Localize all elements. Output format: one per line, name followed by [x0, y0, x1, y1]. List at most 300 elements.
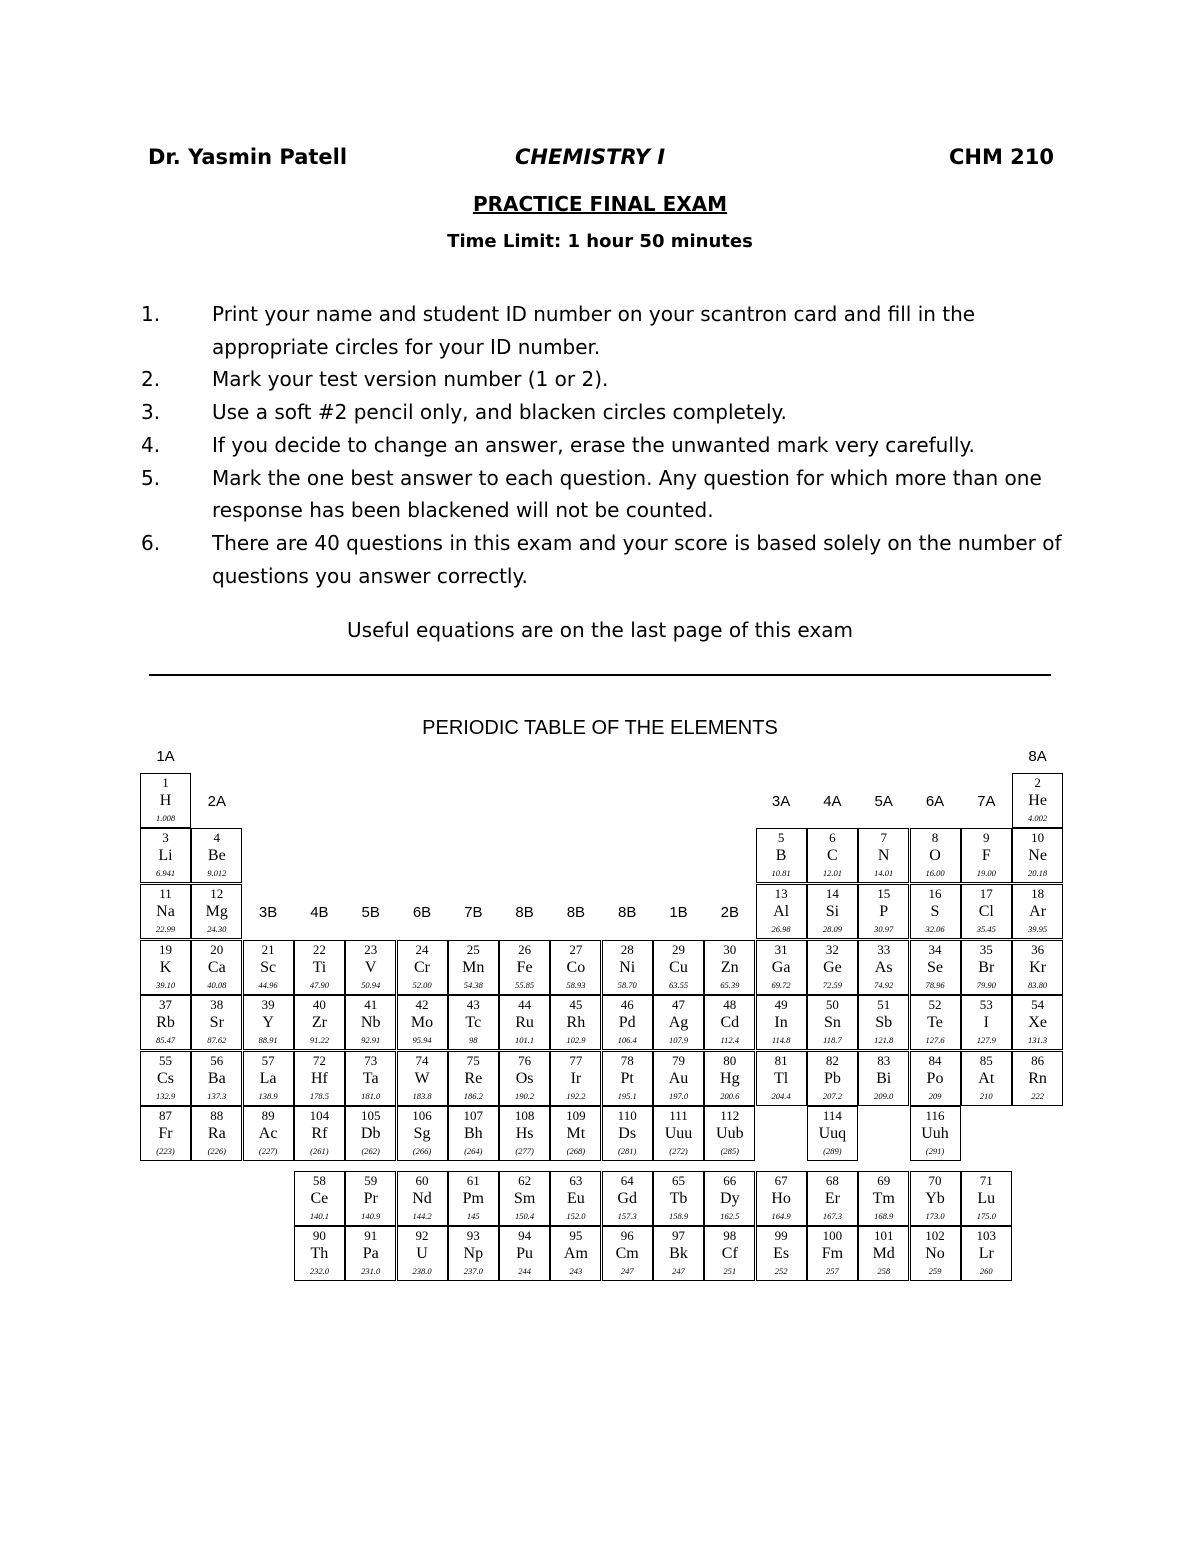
atomic-number: 87 — [159, 1108, 172, 1123]
atomic-mass: (272) — [669, 1146, 688, 1156]
element-he — [1012, 773, 1063, 828]
atomic-number: 17 — [979, 886, 993, 901]
element-symbol: Tl — [773, 1070, 789, 1087]
atomic-number: 26 — [518, 942, 532, 957]
element-symbol: Rf — [311, 1125, 328, 1142]
element-symbol: Pd — [618, 1014, 636, 1031]
atomic-number: 36 — [1031, 942, 1045, 957]
atomic-mass: 244 — [518, 1266, 531, 1276]
group-label-8b: 8B — [618, 904, 637, 921]
atomic-mass: (289) — [823, 1146, 842, 1156]
group-label-1a: 1A — [156, 748, 175, 765]
atomic-number: 56 — [210, 1053, 224, 1068]
element-ru — [499, 995, 550, 1050]
element-symbol: Rh — [566, 1014, 586, 1031]
atomic-number: 13 — [774, 886, 788, 901]
atomic-number: 12 — [210, 886, 224, 901]
instruction-text: Mark your test version number (1 or 2). — [212, 367, 609, 392]
atomic-mass: 54.38 — [463, 980, 483, 990]
element-v — [345, 940, 396, 995]
atomic-mass: 101.1 — [515, 1035, 535, 1045]
atomic-number: 3 — [162, 830, 169, 845]
atomic-mass: 102.9 — [566, 1035, 586, 1045]
element-symbol: Au — [668, 1070, 689, 1087]
element-ds — [602, 1106, 653, 1161]
atomic-number: 6 — [829, 830, 836, 845]
element-symbol: Zn — [720, 959, 739, 976]
element-symbol: Se — [927, 959, 943, 976]
element-symbol: Bk — [669, 1245, 688, 1262]
atomic-mass: (264) — [464, 1146, 483, 1156]
atomic-mass: (223) — [156, 1146, 175, 1156]
atomic-mass: 231.0 — [361, 1266, 381, 1276]
atomic-number: 25 — [466, 942, 480, 957]
atomic-mass: 192.2 — [566, 1091, 586, 1101]
element-symbol: Os — [515, 1070, 534, 1087]
element-symbol: Ni — [619, 959, 636, 976]
atomic-number: 52 — [928, 997, 942, 1012]
atomic-number: 76 — [518, 1053, 532, 1068]
element-symbol: Mg — [205, 903, 228, 920]
element-au — [653, 1051, 704, 1106]
atomic-number: 34 — [928, 942, 942, 957]
element-symbol: Nb — [360, 1014, 381, 1031]
element-symbol: Pm — [462, 1190, 484, 1207]
atomic-mass: 88.91 — [258, 1035, 278, 1045]
group-label-2b: 2B — [720, 904, 739, 921]
atomic-mass: (226) — [207, 1146, 226, 1156]
course-title: CHEMISTRY I — [515, 145, 666, 169]
element-symbol: Rb — [156, 1014, 175, 1031]
group-label-7a: 7A — [977, 793, 996, 810]
atomic-number: 79 — [672, 1053, 685, 1068]
element-re — [448, 1051, 499, 1106]
atomic-number: 7 — [880, 830, 887, 845]
atomic-number: 92 — [415, 1228, 429, 1243]
atomic-mass: 210 — [979, 1091, 993, 1101]
element-symbol: Br — [978, 959, 995, 976]
atomic-mass: 24.30 — [207, 924, 227, 934]
atomic-number: 99 — [774, 1228, 788, 1243]
element-fm — [807, 1226, 858, 1281]
element-mt — [550, 1106, 601, 1161]
element-symbol: Ds — [618, 1125, 637, 1142]
atomic-mass: 197.0 — [668, 1091, 689, 1101]
atomic-number: 55 — [159, 1053, 172, 1068]
atomic-mass: 6.941 — [155, 868, 176, 878]
element-symbol: Tm — [872, 1190, 895, 1207]
element-pu — [499, 1226, 550, 1281]
atomic-mass: (262) — [361, 1146, 380, 1156]
element-symbol: Th — [310, 1245, 329, 1262]
atomic-number: 28 — [620, 942, 634, 957]
atomic-number: 41 — [364, 997, 378, 1012]
atomic-mass: 14.01 — [874, 868, 894, 878]
element-rb — [140, 995, 191, 1050]
group-label-7b: 7B — [464, 904, 483, 921]
element-symbol: In — [774, 1014, 788, 1031]
atomic-mass: (261) — [310, 1146, 329, 1156]
atomic-number: 89 — [261, 1108, 275, 1123]
atomic-mass: 12.01 — [822, 868, 842, 878]
atomic-number: 16 — [928, 886, 942, 901]
atomic-number: 93 — [466, 1228, 480, 1243]
element-ti — [294, 940, 345, 995]
element-ba — [191, 1051, 242, 1106]
element-symbol: W — [414, 1070, 430, 1087]
element-symbol: Pu — [516, 1245, 534, 1262]
element-li — [140, 828, 191, 883]
atomic-mass: 39.95 — [1028, 924, 1048, 934]
element-symbol: As — [874, 959, 893, 976]
element-symbol: Ra — [207, 1125, 226, 1142]
atomic-mass: 209 — [928, 1091, 942, 1101]
element-symbol: Ga — [771, 959, 791, 976]
atomic-mass: 140.9 — [361, 1211, 381, 1221]
element-symbol: Ta — [362, 1070, 379, 1087]
atomic-mass: 106.4 — [617, 1035, 637, 1045]
atomic-mass: 78.96 — [925, 980, 945, 990]
element-symbol: N — [877, 847, 890, 864]
element-f — [961, 828, 1012, 883]
atomic-mass: 32.06 — [925, 924, 945, 934]
element-bh — [448, 1106, 499, 1161]
element-symbol: Uub — [716, 1125, 744, 1142]
element-symbol: Y — [262, 1014, 274, 1031]
element-s — [910, 884, 961, 939]
element-symbol: Uuq — [818, 1125, 847, 1142]
element-symbol: Mn — [462, 959, 485, 976]
element-symbol: Cd — [720, 1014, 740, 1031]
element-cs — [140, 1051, 191, 1106]
element-in — [756, 995, 807, 1050]
element-symbol: Ir — [570, 1070, 582, 1087]
atomic-mass: 127.9 — [976, 1035, 996, 1045]
element-symbol: La — [259, 1070, 277, 1087]
element-symbol: Zr — [311, 1014, 327, 1031]
atomic-number: 2 — [1034, 775, 1041, 790]
atomic-number: 111 — [669, 1108, 688, 1123]
element-symbol: Be — [207, 847, 226, 864]
element-uuq — [807, 1106, 858, 1161]
atomic-number: 47 — [672, 997, 685, 1012]
element-symbol: I — [983, 1014, 989, 1031]
atomic-mass: 26.98 — [771, 924, 791, 934]
atomic-number: 75 — [466, 1053, 480, 1068]
element-symbol: K — [159, 959, 172, 976]
atomic-mass: 121.8 — [874, 1035, 894, 1045]
element-am — [550, 1226, 601, 1281]
instruction-number: 3. — [141, 400, 161, 425]
group-label-3a: 3A — [771, 793, 791, 810]
atomic-number: 31 — [774, 942, 788, 957]
atomic-mass: 58.93 — [566, 980, 586, 990]
element-no — [910, 1226, 961, 1281]
atomic-mass: 157.3 — [617, 1211, 637, 1221]
element-sn — [807, 995, 858, 1050]
element-symbol: Lr — [978, 1245, 994, 1262]
element-symbol: Pb — [823, 1070, 841, 1087]
atomic-number: 27 — [569, 942, 583, 957]
element-symbol: Co — [566, 959, 586, 976]
element-symbol: Ac — [258, 1125, 278, 1142]
element-symbol: Cu — [669, 959, 688, 976]
element-symbol: Bh — [463, 1125, 483, 1142]
atomic-number: 108 — [514, 1108, 535, 1123]
group-label-3b: 3B — [258, 904, 278, 921]
atomic-number: 100 — [822, 1228, 843, 1243]
atomic-mass: 207.2 — [822, 1091, 842, 1101]
element-tm — [858, 1171, 909, 1226]
atomic-mass: 55.85 — [515, 980, 535, 990]
element-symbol: Te — [927, 1014, 943, 1031]
element-symbol: Hf — [310, 1070, 328, 1087]
atomic-number: 43 — [466, 997, 480, 1012]
atomic-mass: 209.0 — [874, 1091, 894, 1101]
element-nb — [345, 995, 396, 1050]
group-label-1b: 1B — [669, 904, 688, 921]
element-zn — [704, 940, 755, 995]
element-cf — [704, 1226, 755, 1281]
atomic-number: 44 — [518, 997, 532, 1012]
atomic-mass: 140.1 — [309, 1211, 329, 1221]
group-label-8a: 8A — [1028, 748, 1047, 765]
element-na — [140, 884, 191, 939]
atomic-mass: 251 — [723, 1266, 737, 1276]
element-fr — [140, 1106, 191, 1161]
atomic-number: 83 — [877, 1053, 891, 1068]
element-rh — [550, 995, 601, 1050]
element-fe — [499, 940, 550, 995]
atomic-mass: 183.8 — [412, 1091, 432, 1101]
atomic-number: 51 — [877, 997, 891, 1012]
atomic-mass: 144.2 — [412, 1211, 432, 1221]
element-mg — [191, 884, 242, 939]
element-symbol: Hs — [515, 1125, 534, 1142]
atomic-mass: 258 — [877, 1266, 891, 1276]
atomic-mass: 114.8 — [771, 1035, 791, 1045]
atomic-mass: 79.90 — [976, 980, 996, 990]
element-symbol: Pr — [363, 1190, 378, 1207]
element-symbol: Gd — [617, 1190, 637, 1207]
atomic-number: 37 — [159, 997, 172, 1012]
element-symbol: Fr — [158, 1125, 173, 1142]
atomic-mass: 30.97 — [874, 924, 894, 934]
atomic-number: 29 — [672, 942, 685, 957]
element-uuh — [910, 1106, 961, 1161]
element-symbol: Cs — [157, 1070, 174, 1087]
element-sc — [243, 940, 294, 995]
atomic-mass: 131.3 — [1028, 1035, 1048, 1045]
atomic-number: 71 — [979, 1173, 993, 1188]
element-symbol: Tc — [465, 1014, 482, 1031]
atomic-mass: 127.6 — [925, 1035, 945, 1045]
element-symbol: Er — [824, 1190, 840, 1207]
atomic-number: 91 — [364, 1228, 378, 1243]
atomic-number: 61 — [466, 1173, 480, 1188]
atomic-number: 70 — [928, 1173, 942, 1188]
element-symbol: Ho — [771, 1190, 791, 1207]
atomic-mass: 238.0 — [412, 1266, 432, 1276]
atomic-number: 60 — [415, 1173, 429, 1188]
atomic-mass: 85.47 — [155, 1035, 176, 1045]
atomic-mass: 175.0 — [976, 1211, 996, 1221]
atomic-number: 22 — [312, 942, 326, 957]
group-label-4a: 4A — [823, 793, 842, 810]
atomic-mass: 145 — [466, 1211, 480, 1221]
atomic-mass: 52.00 — [412, 980, 432, 990]
element-symbol: F — [981, 847, 991, 864]
element-al — [756, 884, 807, 939]
atomic-number: 11 — [159, 886, 172, 901]
element-er — [807, 1171, 858, 1226]
element-lu — [961, 1171, 1012, 1226]
atomic-mass: 9.012 — [207, 868, 227, 878]
element-yb — [910, 1171, 961, 1226]
element-la — [243, 1051, 294, 1106]
element-symbol: B — [775, 847, 787, 864]
atomic-mass: 16.00 — [925, 868, 945, 878]
atomic-number: 33 — [877, 942, 891, 957]
element-h — [140, 773, 191, 828]
atomic-mass: 74.92 — [874, 980, 894, 990]
group-label-5b: 5B — [361, 904, 380, 921]
atomic-mass: 58.70 — [617, 980, 637, 990]
atomic-number: 109 — [566, 1108, 586, 1123]
atomic-number: 67 — [774, 1173, 788, 1188]
element-y — [243, 995, 294, 1050]
element-ar — [1012, 884, 1063, 939]
atomic-mass: 162.5 — [720, 1211, 740, 1221]
element-i — [961, 995, 1012, 1050]
element-th — [294, 1226, 345, 1281]
element-symbol: P — [879, 903, 889, 920]
atomic-number: 84 — [928, 1053, 942, 1068]
atomic-mass: 69.72 — [771, 980, 791, 990]
element-ce — [294, 1171, 345, 1226]
element-po — [910, 1051, 961, 1106]
atomic-mass: 92.91 — [361, 1035, 381, 1045]
element-ni — [602, 940, 653, 995]
element-symbol: Ar — [1029, 903, 1047, 920]
atomic-number: 96 — [620, 1228, 634, 1243]
atomic-number: 112 — [720, 1108, 740, 1123]
atomic-mass: 181.0 — [361, 1091, 381, 1101]
element-symbol: Al — [773, 903, 790, 920]
element-sb — [858, 995, 909, 1050]
element-w — [397, 1051, 448, 1106]
element-gd — [602, 1171, 653, 1226]
element-symbol: Si — [825, 903, 840, 920]
atomic-mass: 65.39 — [720, 980, 740, 990]
instruction-text: Print your name and student ID number on your scantron card and fill in the appropriate circles for your ID number. — [212, 302, 976, 359]
element-symbol: Cl — [978, 903, 994, 920]
element-symbol: Xe — [1028, 1014, 1047, 1031]
atomic-mass: 22.99 — [155, 924, 176, 934]
element-as — [858, 940, 909, 995]
atomic-number: 40 — [312, 997, 326, 1012]
atomic-mass: 186.2 — [463, 1091, 483, 1101]
atomic-number: 21 — [261, 942, 275, 957]
instruction-text: Use a soft #2 pencil only, and blacken circles completely. — [212, 400, 787, 425]
atomic-number: 74 — [415, 1053, 429, 1068]
instruction-text: There are 40 questions in this exam and your score is based solely on the number of questions you answer correctly. — [212, 530, 1062, 588]
atomic-mass: (277) — [515, 1146, 534, 1156]
element-symbol: Eu — [567, 1190, 585, 1207]
group-label-2a: 2A — [207, 793, 226, 810]
element-hg — [704, 1051, 755, 1106]
atomic-mass: (291) — [925, 1146, 945, 1156]
element-symbol: Fe — [516, 959, 533, 976]
element-symbol: Dy — [720, 1190, 740, 1207]
atomic-mass: 50.94 — [361, 980, 381, 990]
element-symbol: Ne — [1028, 847, 1047, 864]
atomic-mass: 107.9 — [668, 1035, 689, 1045]
element-symbol: Nd — [412, 1190, 432, 1207]
element-ho — [756, 1171, 807, 1226]
atomic-number: 103 — [976, 1228, 997, 1243]
element-tc — [448, 995, 499, 1050]
element-symbol: Ca — [207, 959, 226, 976]
element-symbol: Uuu — [664, 1125, 693, 1142]
element-symbol: Ge — [823, 959, 842, 976]
instruction-number: 5. — [141, 465, 161, 490]
element-symbol: Mt — [566, 1125, 586, 1142]
atomic-mass: 158.9 — [668, 1211, 689, 1221]
atomic-number: 5 — [777, 830, 785, 845]
atomic-number: 78 — [620, 1053, 634, 1068]
atomic-number: 4 — [213, 830, 221, 845]
time-limit: Time Limit: 1 hour 50 minutes — [447, 231, 753, 252]
element-sr — [191, 995, 242, 1050]
atomic-mass: 132.9 — [155, 1091, 176, 1101]
author-name: Dr. Yasmin Patell — [148, 145, 348, 169]
element-symbol: Yb — [925, 1190, 945, 1207]
group-label-5a: 5A — [874, 793, 893, 810]
atomic-number: 35 — [979, 942, 993, 957]
atomic-number: 94 — [518, 1228, 532, 1243]
element-pm — [448, 1171, 499, 1226]
element-pt — [602, 1051, 653, 1106]
atomic-mass: 118.7 — [823, 1035, 842, 1045]
element-tb — [653, 1171, 704, 1226]
element-dy — [704, 1171, 755, 1226]
atomic-mass: 137.3 — [207, 1091, 227, 1101]
atomic-mass: 260 — [979, 1266, 993, 1276]
atomic-mass: 63.55 — [668, 980, 689, 990]
useful-equations-note: Useful equations are on the last page of this exam — [347, 618, 853, 642]
atomic-number: 64 — [620, 1173, 634, 1188]
element-symbol: No — [925, 1245, 945, 1262]
element-ge — [807, 940, 858, 995]
element-symbol: Tb — [669, 1190, 688, 1207]
atomic-mass: 4.002 — [1028, 813, 1048, 823]
element-symbol: O — [929, 847, 941, 864]
atomic-mass: 10.81 — [771, 868, 791, 878]
element-symbol: Li — [158, 847, 173, 864]
atomic-mass: 112.4 — [720, 1035, 740, 1045]
atomic-number: 88 — [210, 1108, 224, 1123]
atomic-number: 101 — [873, 1228, 894, 1243]
atomic-mass: 200.6 — [720, 1091, 740, 1101]
element-symbol: H — [159, 792, 172, 809]
element-nd — [397, 1171, 448, 1226]
atomic-mass: 152.0 — [566, 1211, 586, 1221]
element-symbol: Rn — [1028, 1070, 1047, 1087]
element-symbol: Uuh — [921, 1125, 949, 1142]
element-symbol: Ru — [515, 1014, 534, 1031]
atomic-number: 15 — [877, 886, 891, 901]
